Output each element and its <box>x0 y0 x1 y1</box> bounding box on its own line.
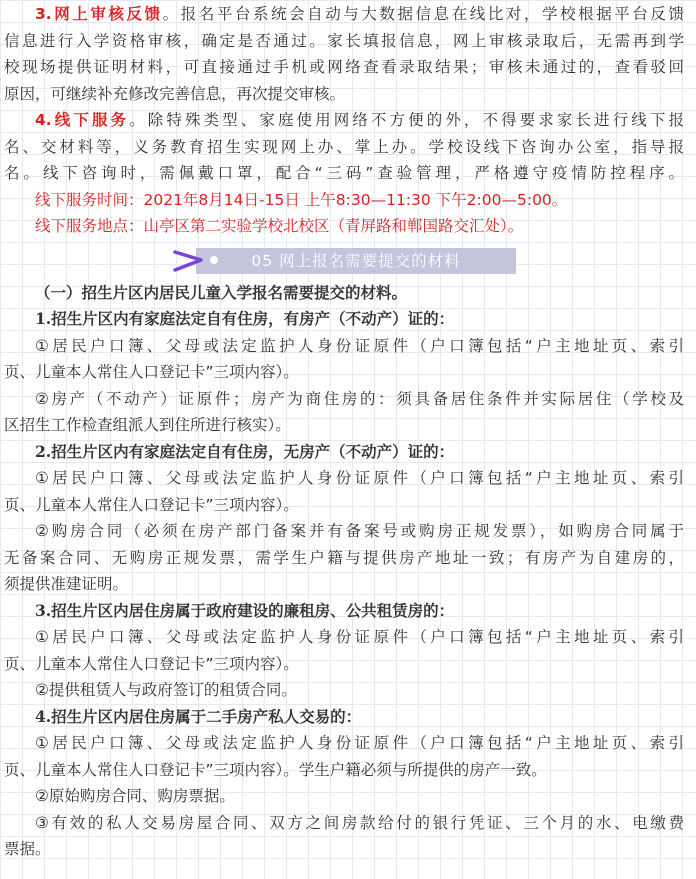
banner-label: 05 网上报名需要提交的材料 <box>251 251 461 270</box>
s3-paragraph-line-1 <box>4 1 684 28</box>
case-3-item-1-line-2: 页、儿童本人常住人口登记卡”三项内容）。 <box>4 654 299 673</box>
case-4-title: 4.招生片区内居住房属于二手房产私人交易的： <box>35 706 362 726</box>
section-banner <box>4 248 684 278</box>
s4-paragraph-line-2: 名、交材料等，义务教育招生实现网上办、掌上办。学校设线下咨询办公室，指导报 <box>4 137 684 156</box>
chevron-right-icon <box>171 248 223 274</box>
case-2-item-2-line-3: 须提供准建证明。 <box>4 575 129 593</box>
case-1-item-1-line-1: ①居民户口簿、父母或法定监护人身份证原件（户口簿包括“户主地址页、索引 <box>35 336 684 355</box>
case-1-item-1-line-2: 页、儿童本人常住人口登记卡”三项内容）。 <box>4 363 299 381</box>
s3-title: 3.网上审核反馈 <box>35 5 163 23</box>
materials-heading: （一）招生片区内居民儿童入学报名需要提交的材料。 <box>35 283 408 302</box>
case-4-item-1-line-1: ①居民户口簿、父母或法定监护人身份证原件（户口簿包括“户主地址页、索引 <box>35 734 684 752</box>
s4-paragraph-line-3: 名。线下咨询时，需佩戴口罩，配合“三码”查验管理，严格遵守疫情防控程序。 <box>4 164 684 182</box>
case-2-item-2-line-2: 无备案合同、无购房正规发票，需学生户籍与提供房产地址一致；有房产为自建房的， <box>4 548 684 567</box>
case-2-item-1-line-2: 页、儿童本人常住人口登记卡”三项内容）。 <box>4 495 299 514</box>
s3-paragraph-line-4: 原因，可继续补充修改完善信息，再次提交审核。 <box>4 84 346 103</box>
s4-paragraph-line-1 <box>4 107 684 134</box>
s4-text: 。除特殊类型、家庭使用网络不方便的外，不得要求家长进行线下报 <box>129 111 684 129</box>
case-2-item-2-line-1: ②购房合同（必须在房产部门备案并有备案号或购房正规发票），如购房合同属于 <box>35 522 684 540</box>
s3-paragraph-line-3: 校现场提供证明材料，可直接通过手机或网络查看录取结果；审核未通过的，查看驳回 <box>4 58 684 76</box>
s3-text: 。报名平台系统会自动与大数据信息在线比对，学校根据平台反馈 <box>162 5 684 23</box>
case-4-item-3-line-1: ③有效的私人交易房屋合同、双方之间房款给付的银行凭证、三个月的水、电缴费 <box>35 813 684 832</box>
case-2-title: 2.招生片区内有家庭法定自有住房，无房产（不动产）证的： <box>35 441 455 461</box>
case-3-item-2-line-1: ②提供租赁人与政府签订的租赁合同。 <box>35 681 297 699</box>
case-4-item-1-line-2: 页、儿童本人常住人口登记卡”三项内容）。学生户籍必须与所提供的房产一致。 <box>4 760 547 779</box>
case-1-title: 1.招生片区内有家庭法定自有住房，有房产（不动产）证的： <box>35 309 455 328</box>
case-1-item-2-line-2: 区招生工作检查组派人到住所进行核实）。 <box>4 416 291 434</box>
service-time: 线下服务时间：2021年8月14日-15日 上午8:30—11:30 下午2:00—5:00。 <box>35 190 568 209</box>
case-2-item-1-line-1: ①居民户口簿、父母或法定监护人身份证原件（户口簿包括“户主地址页、索引 <box>35 469 684 487</box>
s3-paragraph-line-2: 信息进行入学资格审核，确定是否通过。家长填报信息，网上审核录取后，无需再到学 <box>4 31 684 50</box>
case-4-item-2-line-1: ②原始购房合同、购房票据。 <box>35 787 235 805</box>
case-3-item-1-line-1: ①居民户口簿、父母或法定监护人身份证原件（户口簿包括“户主地址页、索引 <box>35 628 684 646</box>
s4-title: 4.线下服务 <box>35 111 130 129</box>
case-3-title: 3.招生片区内居住房属于政府建设的廉租房、公共租赁房的： <box>35 600 455 620</box>
service-place: 线下服务地点：山亭区第二实验学校北校区（青屏路和郸国路交汇处）。 <box>35 217 524 235</box>
case-1-item-2-line-1: ②房产（不动产）证原件；房产为商住房的：须具备居住条件并实际居住（学校及 <box>35 389 684 408</box>
banner-background <box>196 248 516 274</box>
case-4-item-3-line-2: 票据。 <box>4 840 51 858</box>
